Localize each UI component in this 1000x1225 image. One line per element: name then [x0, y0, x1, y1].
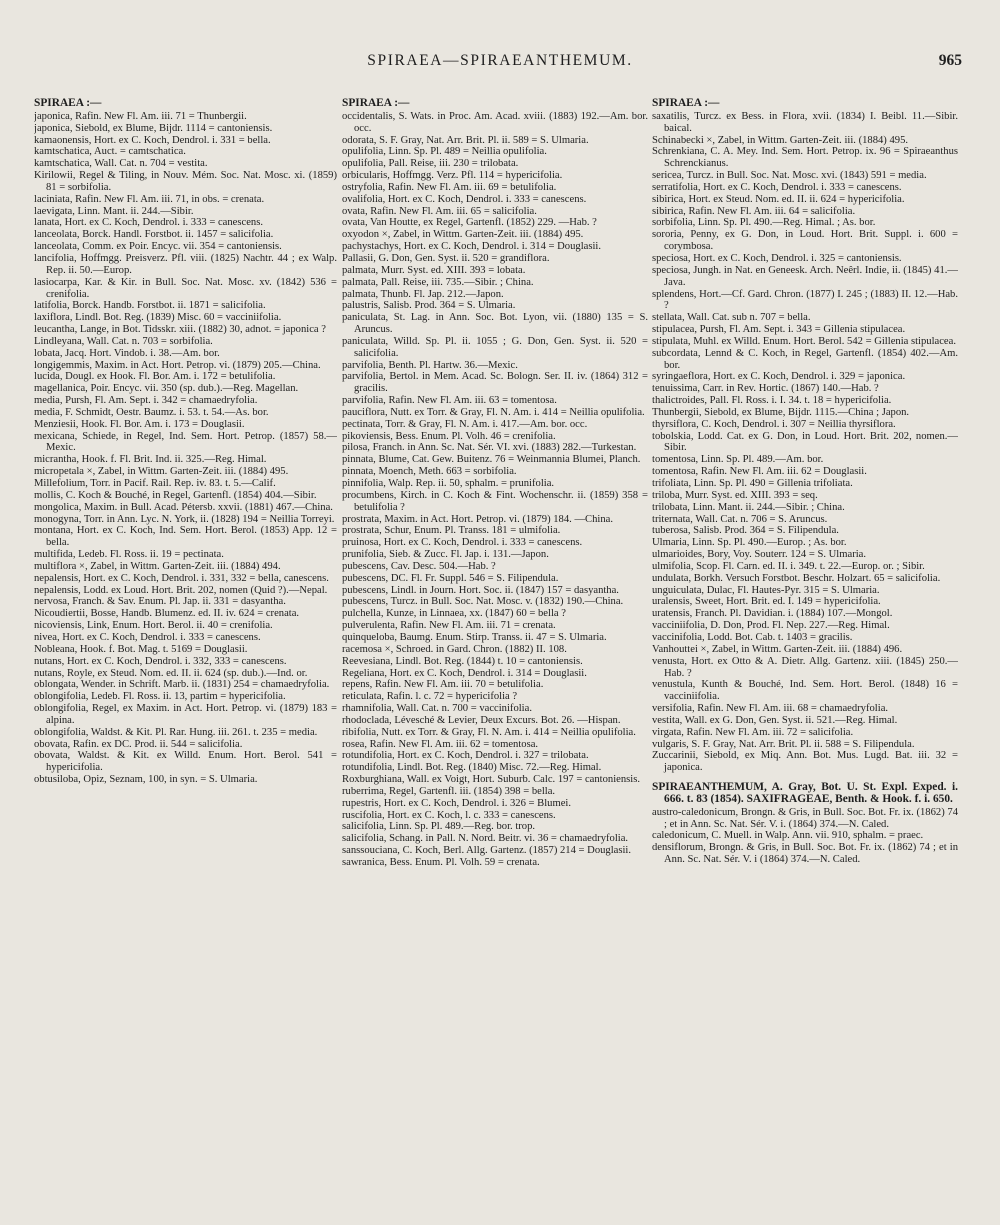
- index-entry: Lindleyana, Wall. Cat. n. 703 = sorbifolia.: [34, 335, 213, 347]
- index-entry: salicifolia, Schang. in Pall. N. Nord. Beitr. vi. 36 = chamaedryfolia.: [342, 833, 629, 845]
- running-head: [0, 52, 1000, 76]
- column-3: [652, 98, 958, 1208]
- index-entry: syringaeflora, Hort. ex C. Koch, Dendrol. i. 329 = japonica.: [652, 371, 906, 383]
- index-entry: oblongifolia, Waldst. & Kit. Pl. Rar. Hung. iii. 261. t. 235 = media.: [34, 726, 318, 738]
- section-heading: SPIRAEA :—: [34, 98, 102, 109]
- index-entry: leucantha, Lange, in Bot. Tidsskr. xiii. (1882) 30, adnot. = japonica ?: [34, 324, 326, 336]
- index-entry: sawranica, Bess. Enum. Pl. Volh. 59 = crenata.: [342, 857, 540, 868]
- index-entry: nepalensis, Lodd. ex Loud. Hort. Brit. 202, nomen (Quid ?).—Nepal.: [34, 584, 328, 596]
- index-entry: pauciflora, Nutt. ex Torr. & Gray, Fl. N. Am. i. 414 = Neillia opulifolia.: [342, 406, 645, 418]
- index-entry: obovata, Rafin. ex DC. Prod. ii. 544 = salicifolia.: [34, 738, 243, 750]
- index-entry: saxatilis, Turcz. ex Bess. in Flora, xvii. (1834) I. Beibl. 11.—Sibir. baical.: [652, 110, 958, 134]
- index-entry: speciosa, Hort. ex C. Koch, Dendrol. i. 325 = cantoniensis.: [652, 252, 902, 264]
- index-entry: kamtschatica, Wall. Cat. n. 704 = vestita.: [34, 158, 208, 170]
- index-entry: micrantha, Hook. f. Fl. Brit. Ind. ii. 325.—Reg. Himal.: [34, 454, 267, 466]
- index-entry: rotundifolia, Hort. ex C. Koch, Dendrol. i. 327 = trilobata.: [342, 750, 589, 762]
- index-entry: uratensis, Franch. Pl. Davidian. i. (1884) 107.—Mongol.: [652, 608, 893, 620]
- index-entry: opulifolia, Pall. Reise, iii. 230 = trilobata.: [342, 158, 519, 170]
- index-entry: stellata, Wall. Cat. sub n. 707 = bella.: [652, 312, 811, 324]
- index-entry: ovata, Rafin. New Fl. Am. iii. 65 = salicifolia.: [342, 205, 537, 217]
- index-entry: Schinabecki ×, Zabel, in Wittm. Garten-Zeit. iii. (1884) 495.: [652, 134, 909, 146]
- index-entry: pulverulenta, Rafin. New Fl. Am. iii. 71 = crenata.: [342, 620, 556, 632]
- index-entry: quinqueloba, Baumg. Enum. Stirp. Transs. ii. 47 = S. Ulmaria.: [342, 631, 607, 643]
- index-entry: subcordata, Lennd & C. Koch, in Regel, Gartenfl. (1854) 402.—Am. bor.: [652, 347, 958, 371]
- index-entry: rotundifolia, Lindl. Bot. Reg. (1840) Misc. 72.—Reg. Himal.: [342, 762, 602, 774]
- index-entry: laxiflora, Lindl. Bot. Reg. (1839) Misc. 60 = vacciniifolia.: [34, 312, 282, 324]
- index-entry: tomentosa, Rafin. New Fl. Am. iii. 62 = Douglasii.: [652, 466, 867, 478]
- index-entry: Millefolium, Torr. in Pacif. Rail. Rep. iv. 83. t. 5.—Calif.: [34, 478, 276, 489]
- index-entry: ovata, Van Houtte, ex Regel, Gartenfl. (1852) 229. —Hab. ?: [342, 217, 597, 229]
- index-entry: racemosa ×, Schroed. in Gard. Chron. (1882) II. 108.: [342, 643, 567, 655]
- index-entry: prostrata, Maxim. in Act. Hort. Petrop. vi. (1879) 184. —China.: [342, 513, 613, 525]
- index-entry: multiflora ×, Zabel, in Wittm. Garten-Zeit. iii. (1884) 494.: [34, 560, 281, 572]
- index-entry: palmata, Murr. Syst. ed. XIII. 393 = lobata.: [342, 264, 526, 276]
- index-entry: sibirica, Hort. ex Steud. Nom. ed. II. ii. 624 = hypericifolia.: [652, 193, 905, 205]
- index-entry: japonica, Siebold, ex Blume, Bijdr. 1114 = cantoniensis.: [34, 122, 273, 134]
- index-entry: nutans, Hort. ex C. Koch, Dendrol. i. 332, 333 = canescens.: [34, 655, 287, 667]
- index-entry: lobata, Jacq. Hort. Vindob. i. 38.—Am. bor.: [34, 347, 220, 359]
- index-entry: Zuccarinii, Siebold, ex Miq. Ann. Bot. Mus. Lugd. Bat. iii. 32 = japonica.: [652, 750, 958, 774]
- index-entry: ribifolia, Nutt. ex Torr. & Gray, Fl. N. Am. i. 414 = Neillia opulifolia.: [342, 726, 636, 738]
- index-entry: oblongifolia, Regel, ex Maxim. in Act. Hort. Petrop. vi. (1879) 183 = alpina.: [34, 703, 337, 726]
- index-entry: odorata, S. F. Gray, Nat. Arr. Brit. Pl. ii. 589 = S. Ulmaria.: [342, 134, 589, 146]
- column-2: [342, 98, 648, 1208]
- index-entry: procumbens, Kirch. in C. Koch & Fint. Wochenschr. ii. (1859) 358 = betulifolia ?: [342, 489, 648, 513]
- index-entry: Nicoudiertii, Bosse, Handb. Blumenz. ed. II. iv. 624 = crenata.: [34, 608, 300, 620]
- index-entry: lanceolata, Comm. ex Poir. Encyc. vii. 354 = cantoniensis.: [34, 241, 282, 253]
- index-entry: Menziesii, Hook. Fl. Bor. Am. i. 173 = Douglasii.: [34, 418, 245, 430]
- index-entry: pilosa, Franch. in Ann. Sc. Nat. Sér. VI. xvi. (1883) 282.—Turkestan.: [342, 442, 637, 454]
- index-entry: palustris, Salisb. Prod. 364 = S. Ulmaria.: [342, 300, 516, 312]
- index-entry: Nobleana, Hook. f. Bot. Mag. t. 5169 = Douglasii.: [34, 643, 248, 655]
- index-entry: stipulata, Muhl. ex Willd. Enum. Hort. Berol. 542 = Gillenia stipulacea.: [652, 335, 956, 347]
- index-entry: media, F. Schmidt, Oestr. Baumz. i. 53. t. 54.—As. bor.: [34, 406, 269, 418]
- index-entry: prunifolia, Sieb. & Zucc. Fl. Jap. i. 131.—Japon.: [342, 549, 549, 561]
- index-entry: venusta, Hort. ex Otto & A. Dietr. Allg. Gartenz. xiii. (1845) 250.—Hab. ?: [652, 655, 958, 679]
- index-entry: kamaonensis, Hort. ex C. Koch, Dendrol. i. 331 = bella.: [34, 134, 271, 146]
- index-entry: rhodoclada, Lévesché & Levier, Deux Excurs. Bot. 26. —Hispan.: [342, 714, 621, 726]
- index-entry: oxyodon ×, Zabel, in Wittm. Garten-Zeit. iii. (1884) 495.: [342, 229, 584, 241]
- index-entry: vaccinifolia, Lodd. Bot. Cab. t. 1403 = gracilis.: [652, 631, 853, 643]
- index-entry: caledonicum, C. Muell. in Walp. Ann. vii. 910, sphalm. = praec.: [652, 830, 924, 842]
- index-entry: pubescens, Turcz. in Bull. Soc. Nat. Mosc. v. (1832) 190.—China.: [342, 596, 624, 608]
- index-entry: Ulmaria, Linn. Sp. Pl. 490.—Europ. ; As. bor.: [652, 537, 847, 549]
- index-entry: Roxburghiana, Wall. ex Voigt, Hort. Suburb. Calc. 197 = cantoniensis.: [342, 774, 640, 786]
- page-number: 965: [938, 52, 962, 69]
- index-entry: pulchella, Kunze, in Linnaea, xx. (1847) 60 = bella ?: [342, 608, 566, 620]
- index-entry: sororia, Penny, ex G. Don, in Loud. Hort. Brit. Suppl. i. 600 = corymbosa.: [652, 229, 958, 253]
- index-entry: nepalensis, Hort. ex C. Koch, Dendrol. i. 331, 332 = bella, canescens.: [34, 572, 329, 584]
- index-entry: uralensis, Sweet, Hort. Brit. ed. I. 149 = hypericifolia.: [652, 596, 881, 608]
- index-entry: triloba, Murr. Syst. ed. XIII. 393 = seq.: [652, 489, 818, 501]
- index-entry: tenuissima, Carr. in Rev. Hortic. (1867) 140.—Hab. ?: [652, 383, 879, 395]
- index-entry: mexicana, Schiede, in Regel, Ind. Sem. Hort. Petrop. (1857) 58.—Mexic.: [34, 430, 337, 454]
- index-entry: palmata, Pall. Reise, iii. 735.—Sibir. ; China.: [342, 276, 534, 288]
- index-entry: pubescens, DC. Fl. Fr. Suppl. 546 = S. Filipendula.: [342, 572, 559, 584]
- index-entry: Pallasii, G. Don, Gen. Syst. ii. 520 = grandiflora.: [342, 252, 550, 264]
- index-entry: media, Pursh, Fl. Am. Sept. i. 342 = chamaedryfolia.: [34, 395, 258, 407]
- index-entry: unguiculata, Dulac, Fl. Hautes-Pyr. 315 = S. Ulmaria.: [652, 584, 880, 596]
- index-entry: lanceolata, Borck. Handl. Forstbot. ii. 1457 = salicifolia.: [34, 229, 274, 241]
- index-entry: longigemmis, Maxim. in Act. Hort. Petrop. vi. (1879) 205.—China.: [34, 359, 321, 371]
- index-entry: austro-caledonicum, Brongn. & Gris, in Bull. Soc. Bot. Fr. ix. (1862) 74 ; et in Ann. Sc. Nat. Sér. V. i. (1864) 374.—N. Caled.: [652, 806, 958, 830]
- index-entry: paniculata, Willd. Sp. Pl. ii. 1055 ; G. Don, Gen. Syst. ii. 520 = salicifolia.: [342, 335, 648, 359]
- index-entry: kamtschatica, Auct. = camtschatica.: [34, 146, 186, 158]
- index-entry: nicoviensis, Link, Enum. Hort. Berol. ii. 40 = crenifolia.: [34, 620, 273, 632]
- index-entry: pinnata, Blume, Cat. Gew. Buitenz. 76 = Weinmannia Blumei, Planch.: [342, 454, 641, 466]
- index-entry: tomentosa, Linn. Sp. Pl. 489.—Am. bor.: [652, 454, 824, 466]
- index-entry: parvifolia, Bertol. in Mem. Acad. Sc. Bologn. Ser. II. iv. (1864) 312 = gracilis.: [342, 371, 648, 395]
- index-entry: versifolia, Rafin. New Fl. Am. iii. 68 = chamaedryfolia.: [652, 703, 889, 715]
- index-entry: pikoviensis, Bess. Enum. Pl. Volh. 46 = crenifolia.: [342, 430, 556, 442]
- index-entry: pruinosa, Hort. ex C. Koch, Dendrol. i. 333 = canescens.: [342, 537, 583, 549]
- genus-heading: SPIRAEANTHEMUM, A. Gray, Bot. U. St. Expl. Exped. i. 666. t. 83 (1854). SAXIFRAGEAE, Benth. & Hook. f. i. 650.: [652, 781, 958, 805]
- index-entry: vulgaris, S. F. Gray, Nat. Arr. Brit. Pl. ii. 588 = S. Filipendula.: [652, 738, 915, 750]
- index-entry: pinnifolia, Walp. Rep. ii. 50, sphalm. = prunifolia.: [342, 478, 555, 489]
- index-entry: orbicularis, Hoffmgg. Verz. Pfl. 114 = hypericifolia.: [342, 170, 563, 182]
- index-entry: thyrsiflora, C. Koch, Dendrol. i. 307 = Neillia thyrsiflora.: [652, 418, 896, 430]
- index-entry: virgata, Rafin. New Fl. Am. iii. 72 = salicifolia.: [652, 726, 854, 738]
- index-entry: trilobata, Linn. Mant. ii. 244.—Sibir. ; China.: [652, 501, 845, 513]
- index-entry: lanata, Hort. ex C. Koch, Dendrol. i. 333 = canescens.: [34, 217, 263, 229]
- index-entry: rhamnifolia, Wall. Cat. n. 700 = vaccinifolia.: [342, 703, 532, 715]
- index-entry: vestita, Wall. ex G. Don, Gen. Syst. ii. 521.—Reg. Himal.: [652, 714, 898, 726]
- index-entry: serratifolia, Hort. ex C. Koch, Dendrol. i. 333 = canescens.: [652, 181, 902, 193]
- index-entry: magellanica, Poir. Encyc. vii. 350 (sp. dub.).—Reg. Magellan.: [34, 383, 299, 395]
- index-entry: triternata, Wall. Cat. n. 706 = S. Aruncus.: [652, 513, 828, 525]
- index-entry: thalictroides, Pall. Fl. Ross. i. I. 34. t. 18 = hypericifolia.: [652, 395, 892, 407]
- index-entry: micropetala ×, Zabel, in Wittm. Garten-Zeit. iii. (1884) 495.: [34, 466, 289, 478]
- index-entry: japonica, Rafin. New Fl. Am. iii. 71 = Thunbergii.: [34, 110, 247, 122]
- page-title: SPIRAEA—SPIRAEANTHEMUM.: [367, 52, 633, 69]
- index-entry: vacciniifolia, D. Don, Prod. Fl. Nep. 227.—Reg. Himal.: [652, 620, 890, 632]
- index-entry: ulmifolia, Scop. Fl. Carn. ed. II. i. 349. t. 22.—Europ. or. ; Sibir.: [652, 560, 925, 572]
- index-entry: ovalifolia, Hort. ex C. Koch, Dendrol. i. 333 = canescens.: [342, 193, 587, 205]
- index-entry: salicifolia, Linn. Sp. Pl. 489.—Reg. bor. trop.: [342, 821, 536, 833]
- index-entry: laciniata, Rafin. New Fl. Am. iii. 71, in obs. = crenata.: [34, 193, 265, 205]
- index-entry: densiflorum, Brongn. & Gris, in Bull. Soc. Bot. Fr. ix. (1862) 74 ; et in Ann. Sc. Nat. Sér. V. i (1864) 374.—N. Caled.: [652, 842, 958, 866]
- index-entry: ruscifolia, Hort. ex C. Koch, l. c. 333 = canescens.: [342, 809, 556, 821]
- index-entry: montana, Hort. ex C. Koch, Ind. Sem. Hort. Berol. (1853) App. 12 = bella.: [34, 525, 337, 549]
- index-entry: Reevesiana, Lindl. Bot. Reg. (1844) t. 10 = cantoniensis.: [342, 655, 583, 667]
- index-entry: undulata, Borkh. Versuch Forstbot. Beschr. Holzart. 65 = salicifolia.: [652, 572, 941, 584]
- index-entry: Regeliana, Hort. ex C. Koch, Dendrol. i. 314 = Douglasii.: [342, 667, 587, 679]
- index-entry: latifolia, Borck. Handb. Forstbot. ii. 1871 = salicifolia.: [34, 300, 266, 312]
- index-entry: rosea, Rafin. New Fl. Am. iii. 62 = tomentosa.: [342, 738, 539, 750]
- section-heading: SPIRAEA :—: [652, 98, 720, 109]
- section-heading: SPIRAEA :—: [342, 98, 410, 109]
- index-entry: prostrata, Schur, Enum. Pl. Transs. 181 = ulmifolia.: [342, 525, 561, 537]
- index-entry: parvifolia, Rafin. New Fl. Am. iii. 63 = tomentosa.: [342, 395, 557, 407]
- index-entry: sibirica, Rafin. New Fl. Am. iii. 64 = salicifolia.: [652, 205, 856, 217]
- index-entry: opulifolia, Linn. Sp. Pl. 489 = Neillia opulifolia.: [342, 146, 547, 158]
- index-entry: pinnata, Moench, Meth. 663 = sorbifolia.: [342, 466, 517, 478]
- column-1: [34, 98, 337, 1208]
- index-entry: Kirilowii, Regel & Tiling, in Nouv. Mém. Soc. Nat. Mosc. xi. (1859) 81 = sorbifolia.: [34, 170, 337, 193]
- index-entry: ruberrima, Regel, Gartenfl. iii. (1854) 398 = bella.: [342, 785, 556, 797]
- index-entry: obtusiloba, Opiz, Seznam, 100, in syn. = S. Ulmaria.: [34, 774, 258, 786]
- index-entry: monogyna, Torr. in Ann. Lyc. N. York, ii. (1828) 194 = Neillia Torreyi.: [34, 513, 335, 525]
- index-entry: splendens, Hort.—Cf. Gard. Chron. (1877) I. 245 ; (1883) II. 12.—Hab. ?: [652, 288, 958, 312]
- index-entry: Vanhouttei ×, Zabel, in Wittm. Garten-Zeit. iii. (1884) 496.: [652, 643, 903, 655]
- index-entry: laevigata, Linn. Mant. ii. 244.—Sibir.: [34, 205, 194, 217]
- index-entry: Schrenkiana, C. A. Mey. Ind. Sem. Hort. Petrop. ix. 96 = Spiraeanthus Schrenckianus.: [652, 146, 958, 170]
- index-entry: nutans, Royle, ex Steud. Nom. ed. II. ii. 624 (sp. dub.).—Ind. or.: [34, 667, 308, 679]
- index-entry: pubescens, Lindl. in Journ. Hort. Soc. ii. (1847) 157 = dasyantha.: [342, 584, 619, 596]
- index-entry: oblongata, Wender. in Schrift. Marb. ii. (1831) 254 = chamaedryfolia.: [34, 679, 330, 691]
- index-entry: palmata, Thunb. Fl. Jap. 212.—Japon.: [342, 288, 504, 300]
- index-entry: occidentalis, S. Wats. in Proc. Am. Acad. xviii. (1883) 192.—Am. bor. occ.: [342, 110, 648, 134]
- index-entry: ulmarioides, Bory, Voy. Souterr. 124 = S. Ulmaria.: [652, 549, 867, 561]
- index-entry: tuberosa, Salisb. Prod. 364 = S. Filipendula.: [652, 525, 839, 537]
- index-entry: oblongifolia, Ledeb. Fl. Ross. ii. 13, partim = hypericifolia.: [34, 691, 286, 703]
- index-entry: lasiocarpa, Kar. & Kir. in Bull. Soc. Nat. Mosc. xv. (1842) 536 = crenifolia.: [34, 276, 337, 300]
- index-entry: paniculata, St. Lag. in Ann. Soc. Bot. Lyon, vii. (1880) 135 = S. Aruncus.: [342, 312, 648, 336]
- index-entry: lucida, Dougl. ex Hook. Fl. Bor. Am. i. 172 = betulifolia.: [34, 371, 276, 383]
- index-entry: mongolica, Maxim. in Bull. Acad. Pétersb. xxvii. (1881) 467.—China.: [34, 501, 333, 513]
- index-entry: Thunbergii, Siebold, ex Blume, Bijdr. 1115.—China ; Japon.: [652, 406, 910, 418]
- index-entry: trifoliata, Linn. Sp. Pl. 490 = Gillenia trifoliata.: [652, 478, 853, 489]
- index-entry: reticulata, Rafin. l. c. 72 = hypericifolia ?: [342, 691, 518, 703]
- index-entry: pectinata, Torr. & Gray, Fl. N. Am. i. 417.—Am. bor. occ.: [342, 418, 588, 430]
- index-entry: mollis, C. Koch & Bouché, in Regel, Gartenfl. (1854) 404.—Sibir.: [34, 489, 317, 501]
- index-entry: ostryfolia, Rafin. New Fl. Am. iii. 69 = betulifolia.: [342, 181, 557, 193]
- index-entry: tobolskia, Lodd. Cat. ex G. Don, in Loud. Hort. Brit. 202, nomen.—Sibir.: [652, 430, 958, 454]
- index-entry: parvifolia, Benth. Pl. Hartw. 36.—Mexic.: [342, 359, 518, 371]
- index-entry: nivea, Hort. ex C. Koch, Dendrol. i. 333 = canescens.: [34, 631, 261, 643]
- index-entry: pachystachys, Hort. ex C. Koch, Dendrol. i. 314 = Douglasii.: [342, 241, 602, 253]
- index-entry: repens, Rafin. New Fl. Am. iii. 70 = betulifolia.: [342, 679, 544, 691]
- index-entry: sorbifolia, Linn. Sp. Pl. 490.—Reg. Himal. ; As. bor.: [652, 217, 876, 229]
- index-entry: pubescens, Cav. Desc. 504.—Hab. ?: [342, 560, 496, 572]
- index-entry: nervosa, Franch. & Sav. Enum. Pl. Jap. ii. 331 = dasyantha.: [34, 596, 286, 608]
- index-entry: sanssouciana, C. Koch, Berl. Allg. Gartenz. (1857) 214 = Douglasii.: [342, 845, 632, 857]
- index-entry: stipulacea, Pursh, Fl. Am. Sept. i. 343 = Gillenia stipulacea.: [652, 324, 906, 336]
- index-entry: lancifolia, Hoffmgg. Preisverz. Pfl. viii. (1825) Nachtr. 44 ; ex Walp. Rep. ii. 50.—Europ.: [34, 252, 337, 276]
- index-entry: venustula, Kunth & Bouché, Ind. Sem. Hort. Berol. (1848) 16 = vacciniifolia.: [652, 679, 958, 703]
- index-entry: sericea, Turcz. in Bull. Soc. Nat. Mosc. xvi. (1843) 591 = media.: [652, 170, 927, 182]
- index-entry: rupestris, Hort. ex C. Koch, Dendrol. i. 326 = Blumei.: [342, 797, 572, 809]
- index-entry: speciosa, Jungh. in Nat. en Geneesk. Arch. Neêrl. Indie, ii. (1845) 41.—Java.: [652, 264, 958, 288]
- index-entry: multifida, Ledeb. Fl. Ross. ii. 19 = pectinata.: [34, 549, 224, 561]
- index-entry: obovata, Waldst. & Kit. ex Willd. Enum. Hort. Berol. 541 = hypericifolia.: [34, 750, 337, 774]
